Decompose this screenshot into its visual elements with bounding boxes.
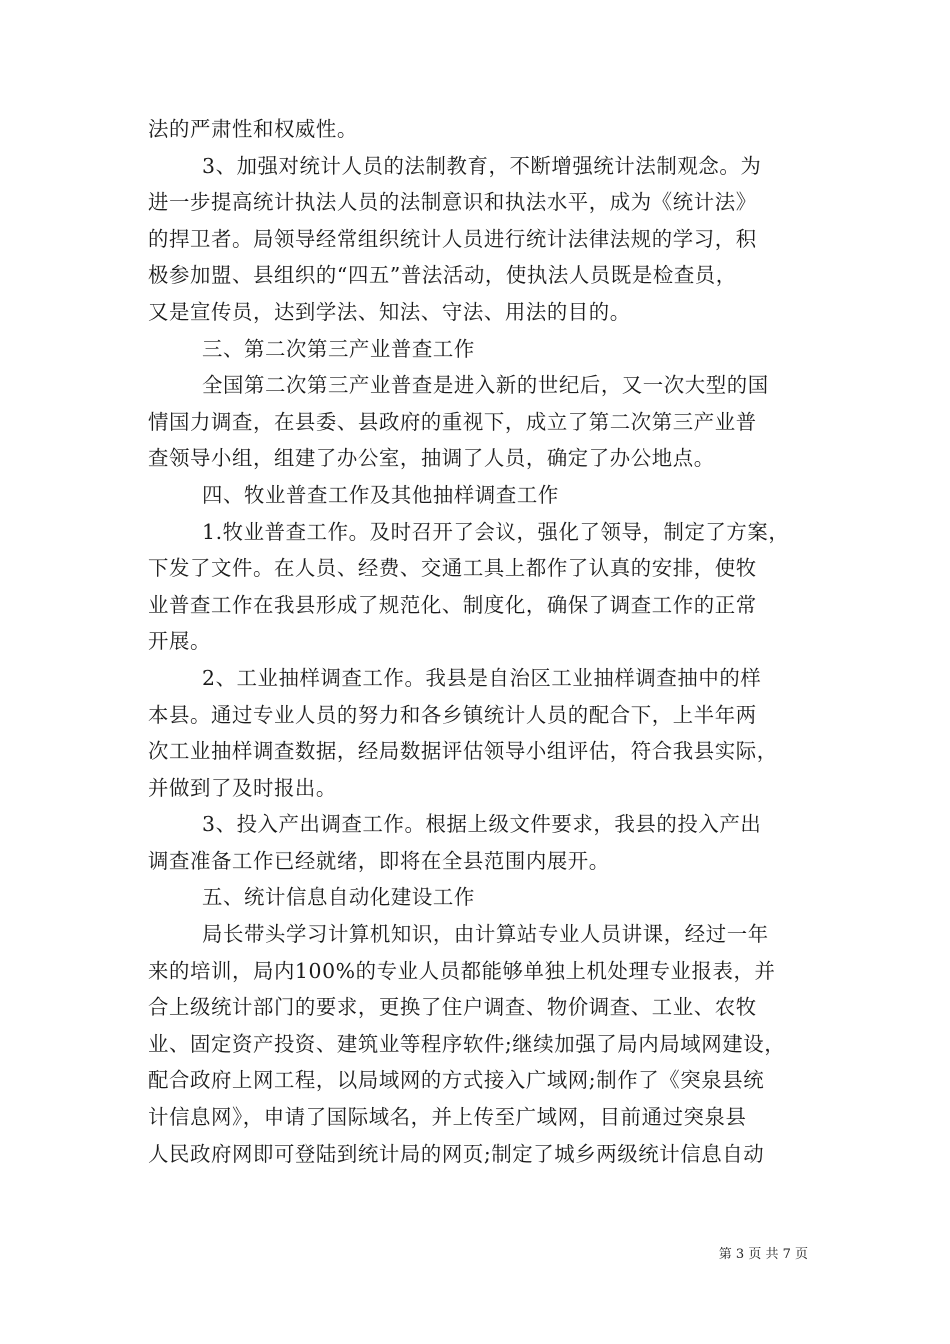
text-line: 四、牧业普查工作及其他抽样调查工作 <box>202 482 559 507</box>
text-line: 2、工业抽样调查工作。我县是自治区工业抽样调查抽中的样 <box>202 665 762 690</box>
text-line: 极参加盟、县组织的“四五”普法活动，使执法人员既是检查员， <box>148 263 737 288</box>
text-line: 3、投入产出调查工作。根据上级文件要求，我县的投入产出 <box>202 812 762 837</box>
text-line: 人民政府网即可登陆到统计局的网页;制定了城乡两级统计信息自动 <box>148 1141 765 1166</box>
text-line: 次工业抽样调查数据，经局数据评估领导小组评估，符合我县实际， <box>148 739 778 764</box>
text-line: 全国第二次第三产业普查是进入新的世纪后，又一次大型的国 <box>202 373 769 398</box>
text-line: 局长带头学习计算机知识，由计算站专业人员讲课，经过一年 <box>202 922 769 947</box>
text-line: 合上级统计部门的要求，更换了住户调查、物价调查、工业、农牧 <box>148 995 757 1020</box>
text-line: 法的严肃性和权威性。 <box>148 117 358 141</box>
text-line: 情国力调查，在县委、县政府的重视下，成立了第二次第三产业普 <box>148 409 757 434</box>
text-line: 下发了文件。在人员、经费、交通工具上都作了认真的安排，使牧 <box>148 556 757 581</box>
text-line: 三、第二次第三产业普查工作 <box>202 336 475 361</box>
text-line: 调查准备工作已经就绪，即将在全县范围内展开。 <box>148 848 610 873</box>
text-line: 开展。 <box>148 629 211 654</box>
text-line: 配合政府上网工程，以局域网的方式接入广域网;制作了《突泉县统 <box>148 1068 765 1093</box>
page-number: 第 3 页 共 7 页 <box>718 1247 808 1262</box>
text-line: 五、统计信息自动化建设工作 <box>202 885 475 910</box>
text-line: 查领导小组，组建了办公室，抽调了人员，确定了办公地点。 <box>148 446 715 471</box>
text-line: 又是宣传员，达到学法、知法、守法、用法的目的。 <box>148 299 631 324</box>
text-line: 1.牧业普查工作。及时召开了会议，强化了领导，制定了方案， <box>202 519 790 544</box>
text-line: 3、加强对统计人员的法制教育，不断增强统计法制观念。为 <box>202 153 762 178</box>
text-line: 的捍卫者。局领导经常组织统计人员进行统计法律法规的学习，积 <box>148 226 757 251</box>
text-line: 并做到了及时报出。 <box>148 775 337 800</box>
text-line: 业普查工作在我县形成了规范化、制度化，确保了调查工作的正常 <box>148 592 757 617</box>
text-line: 本县。通过专业人员的努力和各乡镇统计人员的配合下，上半年两 <box>148 702 757 727</box>
text-line: 业、固定资产投资、建筑业等程序软件;继续加强了局内局域网建设， <box>148 1031 786 1056</box>
text-line: 计信息网》，申请了国际域名，并上传至广域网，目前通过突泉县 <box>148 1105 747 1130</box>
document-body <box>148 111 808 1172</box>
text-line: 进一步提高统计执法人员的法制意识和执法水平，成为《统计法》 <box>148 190 757 215</box>
text-line: 来的培训，局内100%的专业人员都能够单独上机处理专业报表，并 <box>148 958 776 983</box>
